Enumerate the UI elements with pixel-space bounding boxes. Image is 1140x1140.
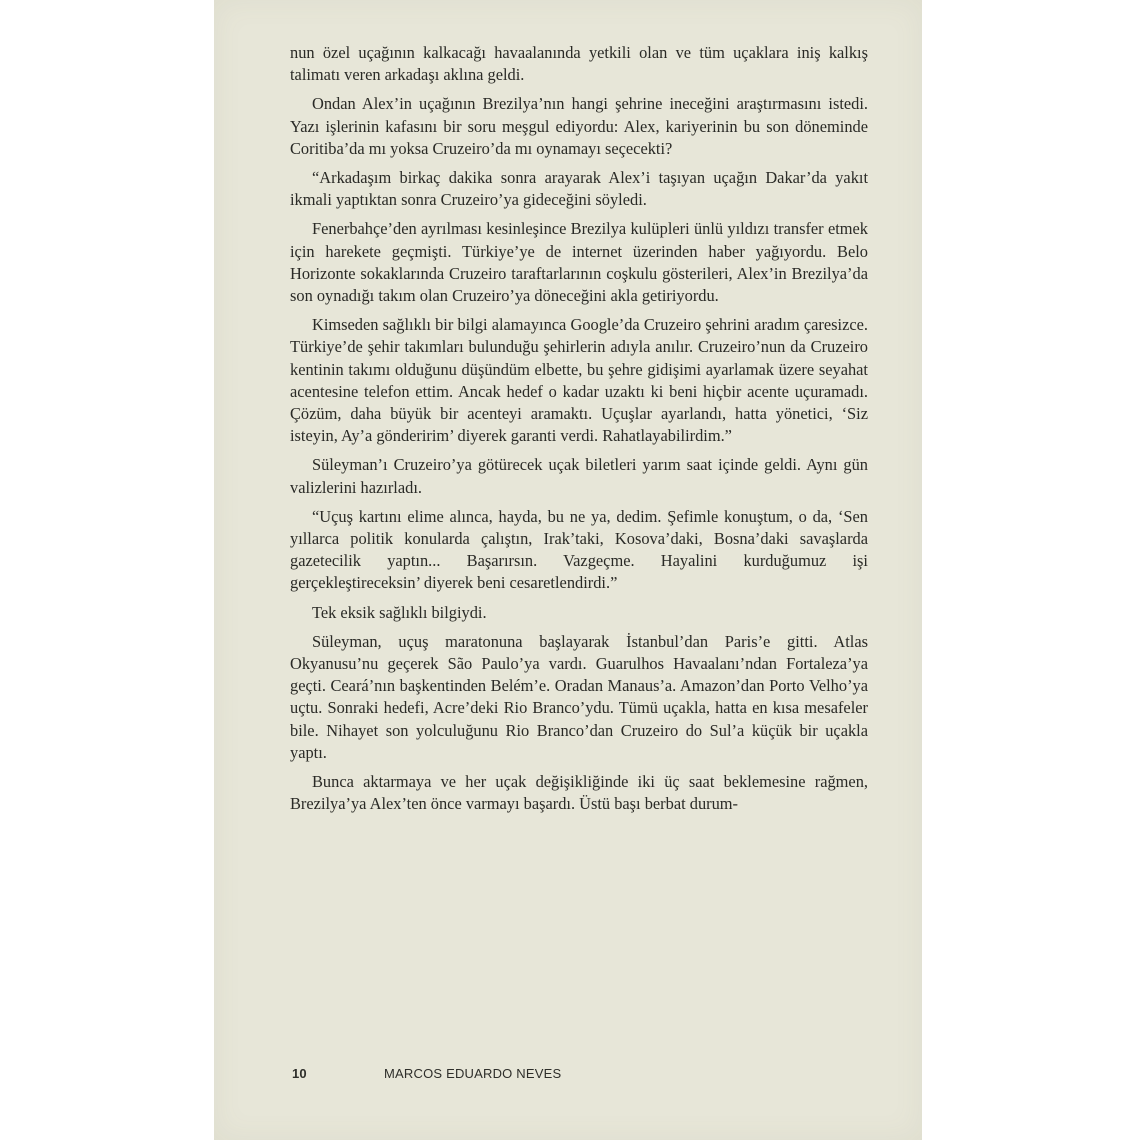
book-page — [214, 0, 922, 1140]
paragraph: Bunca aktarmaya ve her uçak değişikliğinde iki üç saat beklemesine rağmen, Brezilya’ya Alex’ten önce varmayı başardı. Üstü başı berbat durum- — [290, 772, 868, 814]
paragraph: Süleyman, uçuş maratonuna başlayarak İstanbul’dan Paris’e gitti. Atlas Okyanusu’nu geçerek São Paulo’ya vardı. Guarulhos Havaalanı’ndan Fortaleza’ya geçti. Ceará’nın başkentinden Belém’e. Oradan Manaus’a. Amazon’dan Porto Velho’ya uçtu. Sonraki hedefi, Acre’deki Rio Branco’ydu. Tümü uçakla, hatta en kısa mesafeler bile. Nihayet son yolculuğunu Rio Branco’dan Cruzeiro do Sul’a küçük bir uçakla yaptı. — [290, 631, 868, 762]
paragraph: “Arkadaşım birkaç dakika sonra arayarak Alex’i taşıyan uçağın Dakar’da yakıt ikmali yaptıktan sonra Cruzeiro’ya gideceğini söyledi. — [290, 168, 868, 210]
paragraph: “Uçuş kartını elime alınca, hayda, bu ne ya, dedim. Şefimle konuştum, o da, ‘Sen yıllarca politik konularda çalıştın, Irak’taki, Kosova’daki, Bosna’daki savaşlarda gazetecilik yaptın... Başarırsın. Vazgeçme. Hayalini kurduğumuz işi gerçekleştireceksin’ diyerek beni cesaretlendirdi.” — [290, 506, 868, 593]
paragraph: Ondan Alex’in uçağının Brezilya’nın hangi şehrine ineceğini araştırmasını istedi. Yazı işlerinin kafasını bir soru meşgul ediyordu: Alex, kariyerinin bu son döneminde Coritiba’da mı yoksa Cruzeiro’da mı oynamayı seçecekti? — [290, 94, 868, 158]
paragraph: Tek eksik sağlıklı bilgiydi. — [312, 602, 487, 622]
running-author: MARCOS EDUARDO NEVES — [384, 1066, 562, 1081]
paragraph-continuation: nun özel uçağının kalkacağı havaalanında yetkili olan ve tüm uçaklara iniş kalkış talimatı veren arkadaşı aklına geldi. — [290, 43, 868, 85]
paragraph: Kimseden sağlıklı bir bilgi alamayınca Google’da Cruzeiro şehrini aradım çaresizce. Türkiye’de şehir takımları bulunduğu şehirlerin adıyla anılır. Cruzeiro’nun da Cruzeiro kentinin takımı olduğunu düşündüm elbette, bu şehre gidişimi ayarlamak üzere seyahat acentesine telefon ettim. Ancak hedef o kadar uzaktı ki beni hiçbir acente uçuramadı. Çözüm, daha büyük bir acenteyi aramaktı. Uçuşlar ayarlandı, hatta yönetici, ‘Siz isteyin, Ay’a gönderirim’ diyerek garanti verdi. Rahatlayabilirdim.” — [290, 315, 868, 446]
paragraph: Fenerbahçe’den ayrılması kesinleşince Brezilya kulüpleri ünlü yıldızı transfer etmek için harekete geçmişti. Türkiye’ye de internet üzerinden haber yağıyordu. Belo Horizonte sokaklarında Cruzeiro taraftarlarının coşkulu gösterileri, Alex’in Brezilya’da son oynadığı takım olan Cruzeiro’ya döneceğini akla getiriyordu. — [290, 219, 868, 306]
body-text — [290, 42, 868, 823]
paragraph: Süleyman’ı Cruzeiro’ya götürecek uçak biletleri yarım saat içinde geldi. Aynı gün valizlerini hazırladı. — [290, 455, 868, 497]
page-number: 10 — [292, 1066, 307, 1081]
